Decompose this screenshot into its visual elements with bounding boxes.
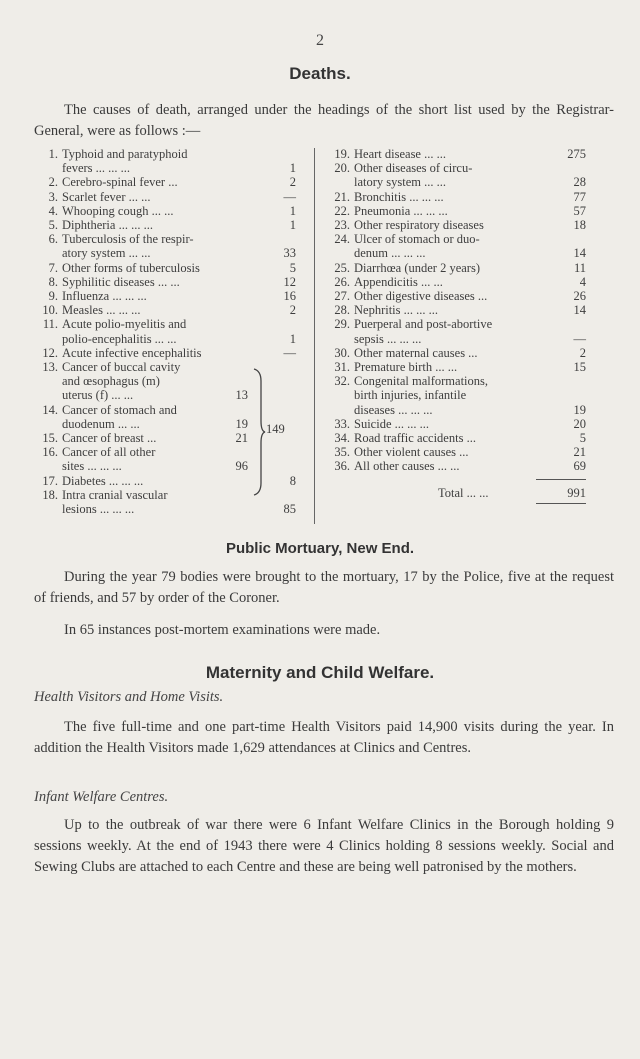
total-value: 991: [567, 485, 586, 500]
cause-number: 3.: [48, 189, 58, 204]
cause-label: Whooping cough ... ...: [62, 203, 174, 218]
cause-entry: [34, 275, 310, 289]
cause-value: —: [283, 189, 296, 204]
cause-label: lesions ... ... ...: [62, 502, 135, 517]
cause-label: birth injuries, infantile: [354, 388, 467, 403]
cause-number: 31.: [334, 360, 350, 375]
cause-label: Intra cranial vascular: [62, 487, 168, 502]
cause-value: 20: [573, 416, 586, 431]
cause-label: Influenza ... ... ...: [62, 289, 147, 304]
cause-number: 12.: [42, 345, 58, 360]
cause-number: 28.: [334, 303, 350, 318]
mortuary-paragraph-1: [34, 567, 614, 609]
cause-number: 19.: [334, 147, 350, 161]
cause-label: Road traffic accidents ...: [354, 431, 476, 446]
deaths-heading: Deaths.: [289, 64, 351, 83]
cause-value: 15: [573, 360, 586, 375]
cause-label: Cancer of buccal cavity: [62, 360, 181, 375]
cause-value: 2: [289, 303, 296, 318]
infant-welfare-text: Up to the outbreak of war there were 6 Infant Welfare Clinics in the Borough holding 9 sessions weekly. At the end of 1943 there were 4 Clinics holding 8 sessions weekly. Social and Sewing Clubs are attached to each Centre and these are being well patronised by the mothers.: [34, 817, 614, 875]
cause-number: 8.: [48, 274, 58, 289]
cause-label: Premature birth ... ...: [354, 360, 458, 375]
cause-label: Diabetes ... ... ...: [62, 473, 144, 488]
cause-value: 33: [283, 246, 296, 261]
cause-value: 1: [289, 203, 296, 218]
cause-entry: [326, 218, 586, 232]
cause-label: Congenital malformations,: [354, 374, 489, 389]
total-row: [326, 486, 586, 500]
cause-label: Tuberculosis of the respir-: [62, 232, 194, 247]
mortuary-paragraph-1-text: During the year 79 bodies were brought to the mortuary, 17 by the Police, five at the request of friends, and 57 by order of the Coroner.: [34, 569, 614, 606]
cause-entry: [34, 445, 310, 473]
cause-label: diseases ... ... ...: [354, 402, 433, 417]
cause-entry: [326, 374, 586, 417]
cause-value: 16: [283, 289, 296, 304]
cause-number: 22.: [334, 203, 350, 218]
cause-number: 7.: [48, 260, 58, 275]
cause-value: 57: [573, 203, 586, 218]
cause-number: 25.: [334, 260, 350, 275]
cause-value: 96: [235, 459, 248, 474]
cause-label: Acute polio-myelitis and: [62, 317, 187, 332]
cause-label: Other digestive diseases ...: [354, 289, 488, 304]
cause-number: 14.: [42, 402, 58, 417]
cause-number: 32.: [334, 374, 350, 389]
mortuary-paragraph-2-text: In 65 instances post-mortem examinations were made.: [64, 622, 381, 638]
cause-entry: [326, 190, 586, 204]
cause-number: 35.: [334, 445, 350, 460]
infant-welfare-paragraph: [34, 815, 614, 878]
cause-entry: [326, 147, 586, 161]
cause-label: polio-encephalitis ... ...: [62, 331, 177, 346]
causes-left-column: [34, 147, 310, 516]
health-visitors-text: The five full-time and one part-time Health Visitors paid 14,900 visits during the year. In addition the Health Visitors made 1,629 attendances at Clinics and Centres.: [34, 719, 614, 756]
cause-label: Ulcer of stomach or duo-: [354, 232, 480, 247]
health-visitors-heading: Health Visitors and Home Visits.: [34, 689, 224, 705]
cause-value: 19: [235, 416, 248, 431]
cause-value: 12: [283, 274, 296, 289]
cause-value: 4: [579, 274, 586, 289]
deaths-intro: [34, 100, 614, 142]
cause-number: 9.: [48, 289, 58, 304]
cause-number: 1.: [48, 147, 58, 161]
cause-entry: [34, 317, 310, 345]
maternity-heading: Maternity and Child Welfare.: [205, 663, 435, 682]
cause-number: 6.: [48, 232, 58, 247]
cause-number: 11.: [42, 317, 58, 332]
cause-value: 19: [573, 402, 586, 417]
cause-value: 69: [573, 459, 586, 474]
cause-label: Syphilitic diseases ... ...: [62, 274, 180, 289]
cause-label: Diphtheria ... ... ...: [62, 218, 153, 233]
cause-number: 4.: [48, 203, 58, 218]
cause-value: 8: [289, 473, 296, 488]
cause-label: Nephritis ... ... ...: [354, 303, 439, 318]
cause-label: Other violent causes ...: [354, 445, 469, 460]
cause-label: Other respiratory diseases: [354, 218, 484, 233]
cause-entry: [34, 204, 310, 218]
cause-entry: [34, 488, 310, 516]
cause-entry: [326, 360, 586, 374]
cause-value: 1: [289, 218, 296, 233]
page-number: 2: [316, 32, 324, 49]
cause-label: Diarrhœa (under 2 years): [354, 260, 480, 275]
cause-label: Scarlet fever ... ...: [62, 189, 151, 204]
cause-value: —: [573, 331, 586, 346]
cause-entry: [34, 218, 310, 232]
cause-number: 33.: [334, 416, 350, 431]
cause-value: 11: [573, 260, 586, 275]
cause-entry: [326, 289, 586, 303]
cancer-total: 149: [266, 422, 285, 437]
cause-value: 21: [573, 445, 586, 460]
cause-number: 34.: [334, 431, 350, 446]
cause-entry: [326, 346, 586, 360]
cause-value: 5: [579, 431, 586, 446]
causes-right-column: [326, 147, 586, 504]
cause-label: Suicide ... ... ...: [354, 416, 429, 431]
cause-entry: [326, 232, 586, 260]
cause-label: Cancer of all other: [62, 445, 156, 460]
cause-value: 5: [289, 260, 296, 275]
cause-label: duodenum ... ...: [62, 416, 140, 431]
cause-number: 29.: [334, 317, 350, 332]
cause-number: 5.: [48, 218, 58, 233]
cause-entry: [326, 417, 586, 431]
mortuary-paragraph-2: [34, 620, 614, 641]
cause-value: 2: [579, 345, 586, 360]
cause-label: Appendicitis ... ...: [354, 274, 443, 289]
cause-number: 26.: [334, 274, 350, 289]
cause-entry: [34, 303, 310, 317]
cause-value: 275: [567, 147, 586, 161]
cause-value: 14: [573, 246, 586, 261]
cause-value: 28: [573, 175, 586, 190]
cause-label: Cerebro-spinal fever ...: [62, 175, 178, 190]
cause-entry: [326, 317, 586, 345]
cause-number: 17.: [42, 473, 58, 488]
cause-value: 26: [573, 289, 586, 304]
cause-label: Heart disease ... ...: [354, 147, 446, 161]
cause-label: Puerperal and post-abortive: [354, 317, 493, 332]
cause-label: Cancer of breast ...: [62, 431, 157, 446]
cause-entry: [326, 275, 586, 289]
total-rule-top: [536, 479, 586, 480]
cause-entry: [34, 346, 310, 360]
cause-entry: [34, 232, 310, 260]
cause-number: 27.: [334, 289, 350, 304]
cause-label: and œsophagus (m): [62, 374, 160, 389]
cause-label: All other causes ... ...: [354, 459, 460, 474]
cause-entry: [34, 474, 310, 488]
cause-number: 13.: [42, 360, 58, 375]
total-label: Total ... ...: [438, 485, 489, 500]
cause-label: Other forms of tuberculosis: [62, 260, 200, 275]
cause-entry: [34, 360, 310, 403]
cause-value: 77: [573, 189, 586, 204]
cause-value: 2: [289, 175, 296, 190]
cause-value: 21: [235, 431, 248, 446]
total-rule-bottom: [536, 503, 586, 504]
cause-label: sites ... ... ...: [62, 459, 122, 474]
cause-number: 23.: [334, 218, 350, 233]
cause-label: latory system ... ...: [354, 175, 447, 190]
cause-entry: [326, 445, 586, 459]
cause-entry: [326, 161, 586, 189]
cause-value: —: [283, 345, 296, 360]
cause-entry: [34, 147, 310, 175]
cause-label: fevers ... ... ...: [62, 161, 131, 176]
cause-entry: [326, 261, 586, 275]
cause-value: 1: [289, 331, 296, 346]
cause-label: denum ... ... ...: [354, 246, 426, 261]
cause-entry: [34, 190, 310, 204]
cause-number: 36.: [334, 459, 350, 474]
deaths-intro-text: The causes of death, arranged under the headings of the short list used by the Registrar-General, were as follows :—: [34, 102, 614, 139]
cause-number: 2.: [48, 175, 58, 190]
cause-label: Measles ... ... ...: [62, 303, 141, 318]
cause-label: Other diseases of circu-: [354, 161, 473, 176]
cause-label: Pneumonia ... ... ...: [354, 203, 448, 218]
cause-entry: [326, 431, 586, 445]
cause-number: 20.: [334, 161, 350, 176]
cause-number: 18.: [42, 487, 58, 502]
cause-number: 21.: [334, 189, 350, 204]
cause-number: 16.: [42, 445, 58, 460]
cause-number: 30.: [334, 345, 350, 360]
cause-entry: [326, 303, 586, 317]
cause-label: atory system ... ...: [62, 246, 151, 261]
mortuary-heading: Public Mortuary, New End.: [225, 540, 415, 557]
infant-welfare-heading: Infant Welfare Centres.: [34, 789, 169, 805]
cause-entry: [34, 175, 310, 189]
cause-number: 10.: [42, 303, 58, 318]
cause-label: Bronchitis ... ... ...: [354, 189, 444, 204]
cause-value: 1: [289, 161, 296, 176]
cause-entry: [326, 204, 586, 218]
health-visitors-paragraph: [34, 717, 614, 759]
cause-label: uterus (f) ... ...: [62, 388, 134, 403]
cause-label: Other maternal causes ...: [354, 345, 478, 360]
cause-entry: [326, 459, 586, 473]
cause-value: 13: [235, 388, 248, 403]
cause-label: sepsis ... ... ...: [354, 331, 422, 346]
cause-label: Typhoid and paratyphoid: [62, 147, 188, 161]
cancer-group: [34, 360, 310, 474]
cause-entry: [34, 261, 310, 275]
cause-label: Cancer of stomach and: [62, 402, 177, 417]
cause-label: Acute infective encephalitis: [62, 345, 202, 360]
cause-value: 18: [573, 218, 586, 233]
cause-value: 14: [573, 303, 586, 318]
cause-value: 85: [283, 502, 296, 517]
cause-number: 15.: [42, 431, 58, 446]
cause-number: 24.: [334, 232, 350, 247]
column-divider: [314, 148, 315, 524]
cause-entry: [34, 289, 310, 303]
